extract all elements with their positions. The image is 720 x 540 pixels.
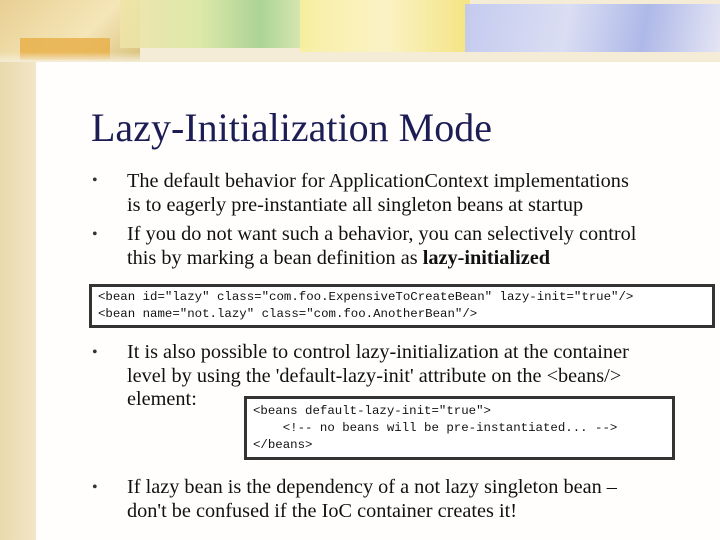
bullet-marker: • <box>92 344 98 361</box>
bullet-2-line-1: If you do not want such a behavior, you can selectively control <box>127 223 637 245</box>
code-block-beans-default-lazy <box>244 396 675 460</box>
bullet-4-line-1: If lazy bean is the dependency of a not lazy singleton bean – <box>127 476 617 498</box>
code-line: <!-- no beans will be pre-instantiated... --> <box>253 421 618 435</box>
code-line: </beans> <box>253 438 313 452</box>
bullet-4-line-2: don't be confused if the IoC container creates it! <box>127 499 517 522</box>
background-left-strip <box>0 0 36 540</box>
code-line: <bean id="lazy" class="com.foo.ExpensiveToCreateBean" lazy-init="true"/> <box>98 290 634 304</box>
bullet-3-line-2: level by using the 'default-lazy-init' attribute on the <beans/> <box>127 364 622 387</box>
code-line: <bean name="not.lazy" class="com.foo.AnotherBean"/> <box>98 307 478 321</box>
bullet-2-line-2 <box>127 247 697 271</box>
bullet-2-bold-term: lazy-initialized <box>422 246 551 269</box>
bullet-1-line-2: is to eagerly pre-instantiate all singleton beans at startup <box>127 193 584 216</box>
bullet-text-4 <box>127 476 697 523</box>
bullet-marker: • <box>92 172 98 189</box>
bullet-marker: • <box>92 226 98 243</box>
bullet-text-2 <box>127 223 697 270</box>
decorative-banner <box>0 0 720 62</box>
code-block-bean-definitions <box>89 284 715 328</box>
bullet-3-line-3: element: <box>127 388 197 410</box>
bullet-3-line-1: It is also possible to control lazy-initialization at the container <box>127 341 629 363</box>
bullet-text-1 <box>127 170 697 217</box>
bullet-1-line-1: The default behavior for ApplicationContext implementations <box>127 170 629 192</box>
bullet-marker: • <box>92 479 98 496</box>
bullet-2-line-2-text: this by marking a bean definition as <box>127 246 423 269</box>
slide-title: Lazy-Initialization Mode <box>91 105 492 150</box>
code-line: <beans default-lazy-init="true"> <box>253 404 491 418</box>
